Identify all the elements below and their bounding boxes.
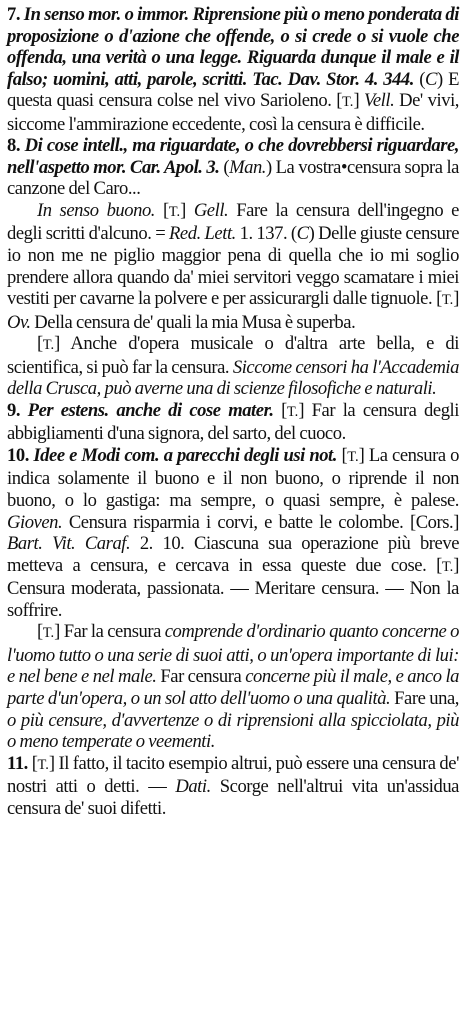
text-run: Scorge nell'altrui vita un'assidua censura de' suoi difetti.	[7, 776, 459, 819]
text-run: Per estens. anche di cose mater.	[27, 399, 274, 421]
entry-paragraph	[7, 333, 459, 400]
text-run: [	[336, 444, 348, 466]
text-run: Dati.	[175, 776, 211, 798]
text-run: Bart. Vit. Caraf.	[7, 533, 131, 555]
text-run: Vell.	[364, 90, 395, 112]
text-run: [	[31, 752, 38, 774]
text-run: Di cose intell., ma riguardate, o che dovrebbersi riguardare, nell'aspetto mor. Car. Apol. 3.	[7, 135, 459, 178]
text-run: (	[219, 156, 230, 178]
text-run: [	[273, 399, 287, 421]
text-run: 8.	[7, 135, 25, 157]
source-tag: T.	[286, 403, 299, 420]
text-run: Siccome censori ha l'Accademia della Crusca, può averne una di scienze filosofiche e naturali.	[7, 356, 459, 400]
text-run: comprende d'ordinario quanto concerne o l'uomo tutto o una serie di suoi atti, o un'opera importante di lui: e nel bene e nel male.	[7, 621, 460, 688]
text-run: concerne più il male, e anco la parte d'un'opera, o un sol atto dell'uomo o una qualità.	[7, 666, 460, 709]
text-run: 11.	[7, 752, 32, 774]
entry-paragraph	[7, 753, 459, 820]
text-run: ]	[180, 199, 194, 221]
text-run: [	[37, 333, 43, 355]
text-run: o più censure, d'avvertenze o di riprensioni alla spicciolata, più o meno temperate o veementi.	[7, 709, 459, 753]
text-run: ] Anche d'opera musicale o d'altra arte bella, e di scientifica, si può far la censura.	[7, 333, 459, 378]
text-run: 2. 10. Ciascuna sua operazione più breve metteva a censura, e cercava in essa queste due cose. [	[7, 533, 459, 576]
text-run: ) E questa quasi censura colse nel vivo Sarioleno. [	[7, 68, 459, 112]
text-run: De' vivi, siccome l'ammirazione eccedente, così la censura è difficile.	[7, 90, 459, 135]
text-run: ) Delle giuste censure io non me ne piglio maggior pena di quella che io mi soglio prendere allora quando da' miei servitori veggo scamatare i miei vestiti per cavarne la polvere e per assicurargli dalle tignuole. [	[7, 223, 460, 310]
text-run: Gell.	[193, 199, 229, 221]
entry-paragraph	[7, 400, 459, 445]
entry-paragraph	[7, 445, 459, 621]
text-run: (	[413, 68, 426, 90]
text-run: 7.	[7, 4, 24, 25]
text-run: Red. Lett.	[169, 223, 236, 245]
text-run: Fare la censura dell'ingegno e degli scritti d'alcuno. =	[7, 199, 459, 245]
text-run: Fare una,	[390, 687, 459, 709]
text-run: In senso buono.	[37, 199, 156, 221]
text-run: ] La censura o indica solamente il buono e il non buono, o riprende il non buono, o lo gastiga: ma sempre, o quasi sempre, è palese.	[7, 444, 459, 512]
text-run: 9.	[7, 399, 28, 421]
text-run: ] Censura moderata, passionata. — Meritare censura. — Non la soffrire.	[7, 554, 459, 621]
text-run: C	[425, 68, 437, 90]
text-run: Idee e Modi com. a parecchi degli usi not.	[33, 444, 337, 466]
text-run: C	[296, 223, 309, 245]
entry-paragraph	[7, 200, 459, 333]
entry-paragraph	[7, 621, 459, 752]
text-run: Gioven.	[7, 511, 63, 533]
text-run: ] Far la censura	[54, 621, 165, 643]
text-run: Censura risparmia i corvi, e batte le colombe. [Cors.]	[62, 511, 459, 533]
text-run: Far censura	[156, 666, 246, 688]
source-tag: T.	[441, 292, 454, 309]
text-run: ] Il fatto, il tacito esempio altrui, può essere una censura de' nostri atti o detti. —	[7, 752, 459, 798]
source-tag: T.	[42, 337, 55, 354]
text-run: Ov.	[7, 311, 31, 333]
entry-paragraph	[7, 4, 459, 135]
source-tag: T.	[342, 94, 354, 111]
source-tag: T.	[441, 558, 454, 575]
text-run: ]	[453, 288, 459, 310]
text-run: 1. 137. (	[235, 223, 297, 245]
text-run: 10.	[7, 444, 34, 466]
text-run: ] Far la censura degli abbigliamenti d'una signora, del sarto, del cuoco.	[7, 399, 459, 445]
source-tag: T.	[42, 625, 55, 642]
text-run: [	[155, 199, 169, 221]
source-tag: T.	[168, 203, 181, 220]
text-run: Man.	[229, 156, 267, 178]
source-tag: T.	[37, 756, 49, 773]
source-tag: T.	[347, 448, 359, 465]
text-run: ) La vostra•censura sopra la canzone del Caro...	[7, 156, 459, 200]
text-run: ]	[353, 90, 365, 112]
text-run: In senso mor. o immor. Riprensione più o meno ponderata di proposizione o d'azione che offende, o si crede o si vuole che offenda, una verità o una legge. Riguarda dunque il male e il falso; uomini, atti, parole, scritti. Tac. Dav. Stor. 4. 344.	[7, 4, 459, 90]
text-run: Della censura de' quali la mia Musa è superba.	[30, 311, 356, 333]
text-run: [	[37, 621, 43, 643]
entry-paragraph	[7, 135, 459, 200]
